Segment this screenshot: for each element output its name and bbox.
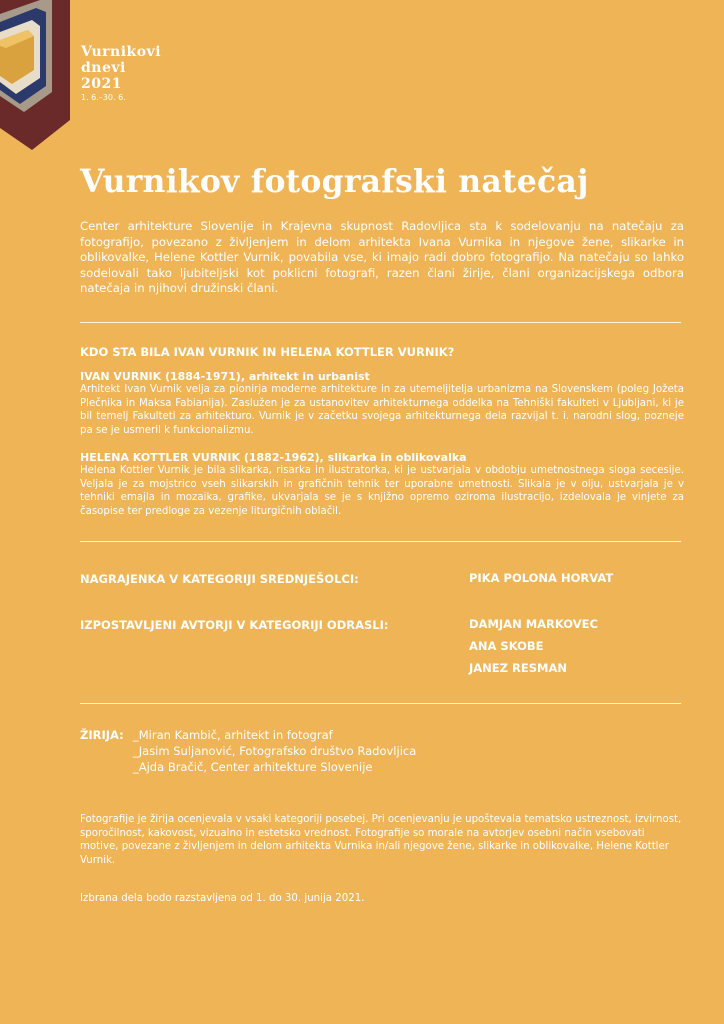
youth-category-label: NAGRAJENKA V KATEGORIJI SREDNJEŠOLCI: (80, 572, 359, 586)
bio-ivan-text: Arhitekt Ivan Vurnik velja za pionirja moderne arhitekture in za utemeljitelja urbanizma na Slovenskem (poleg Jožeta Plečnika in Maksa Fabianija). Zaslužen je za ustanovitev arhitekturnega oddelka na Tehniški fakulteti v Ljubljani, ki je bil temelj Fakulteti za arhitekturo. Vurnik je v začetku svojega arhitekturnega dela razvijal t. i. narodni slog, pozneje pa se je usmeril k funkcionalizmu. (80, 384, 684, 436)
bio-ivan-name: IVAN VURNIK (1884-1971), arhitekt in urbanist (80, 370, 370, 383)
bio-helena (80, 451, 684, 518)
jury-label: ŽIRIJA: (80, 728, 124, 742)
jury-member: _Miran Kambič, arhitekt in fotograf (133, 728, 333, 742)
vurnikovi-dnevi-logo (0, 0, 70, 150)
jury-member: _Jasim Suljanović, Fotografsko društvo Radovljica (133, 744, 417, 758)
divider (80, 703, 681, 704)
youth-winner-name: PIKA POLONA HORVAT (469, 571, 614, 585)
bio-helena-text: Helena Kottler Vurnik je bila slikarka, risarka in ilustratorka, ki je ustvarjala v obdobju umetnostnega sloga secesije. Veljala je za mojstrico vseh slikarskih in grafičnih tehnik ter uporabne umetnosti. Slikala je v olju, ustvarjala je v tehniki emajla in mozaika, grafike, ukvarjala se je s knjižno opremo oziroma ilustracijo, izdelovala je vinjete za časopise ter predloge za vezenje liturgičnih oblačil. (80, 465, 684, 517)
event-name-line1: Vurnikovi (81, 44, 162, 60)
who-heading: KDO STA BILA IVAN VURNIK IN HELENA KOTTLER VURNIK? (80, 345, 455, 359)
jury-criteria-text: Fotografije je žirija ocenjevala v vsaki kategoriji posebej. Pri ocenjevanju je upoštevala tematsko ustreznost, izvirnost, sporočilnost, kakovost, vizualno in estetsko vrednost. Fotografije so morale na avtorjev osebni način vsebovati motive, povezane z življenjem in delom arhitekta Vurnika in/ali njegove žene, slikarke in oblikovalke, Helene Kottler Vurnik. (80, 814, 682, 866)
event-year: 2021 (81, 76, 122, 92)
youth-winner (469, 567, 613, 589)
divider (80, 541, 681, 542)
bio-ivan (80, 370, 684, 437)
adult-author: DAMJAN MARKOVEC (469, 617, 598, 631)
exhibition-note: Izbrana dela bodo razstavljena od 1. do 30. junija 2021. (80, 893, 365, 904)
adult-authors (469, 613, 598, 679)
jury-members (133, 727, 416, 775)
intro-paragraph: Center arhitekture Slovenije in Krajevna skupnost Radovljica sta k sodelovanju na natečaju za fotografijo, povezano z življenjem in delom arhitekta Ivana Vurnika in njegove žene, slikarke in oblikovalke, Helene Kottler Vurnik, povabila vse, ki imajo radi dobro fotografijo. Na natečaju so lahko sodelovali tako ljubiteljski kot poklicni fotografi, razen člani žirije, člani organizacijskega odbora natečaja in njihovi družinski člani. (80, 219, 684, 295)
bio-helena-name: HELENA KOTTLER VURNIK (1882-1962), slikarka in oblikovalka (80, 451, 467, 464)
event-name-line2: dnevi (81, 60, 126, 76)
jury-member: _Ajda Bračič, Center arhitekture Slovenije (133, 760, 373, 774)
adult-category-label: IZPOSTAVLJENI AVTORJI V KATEGORIJI ODRASLI: (80, 618, 389, 632)
divider (80, 322, 681, 323)
event-dates: 1. 6.–30. 6. (81, 93, 126, 102)
page-title: Vurnikov fotografski natečaj (80, 163, 589, 200)
event-tag (81, 44, 161, 102)
adult-author: ANA SKOBE (469, 639, 544, 653)
adult-author: JANEZ RESMAN (469, 661, 567, 675)
